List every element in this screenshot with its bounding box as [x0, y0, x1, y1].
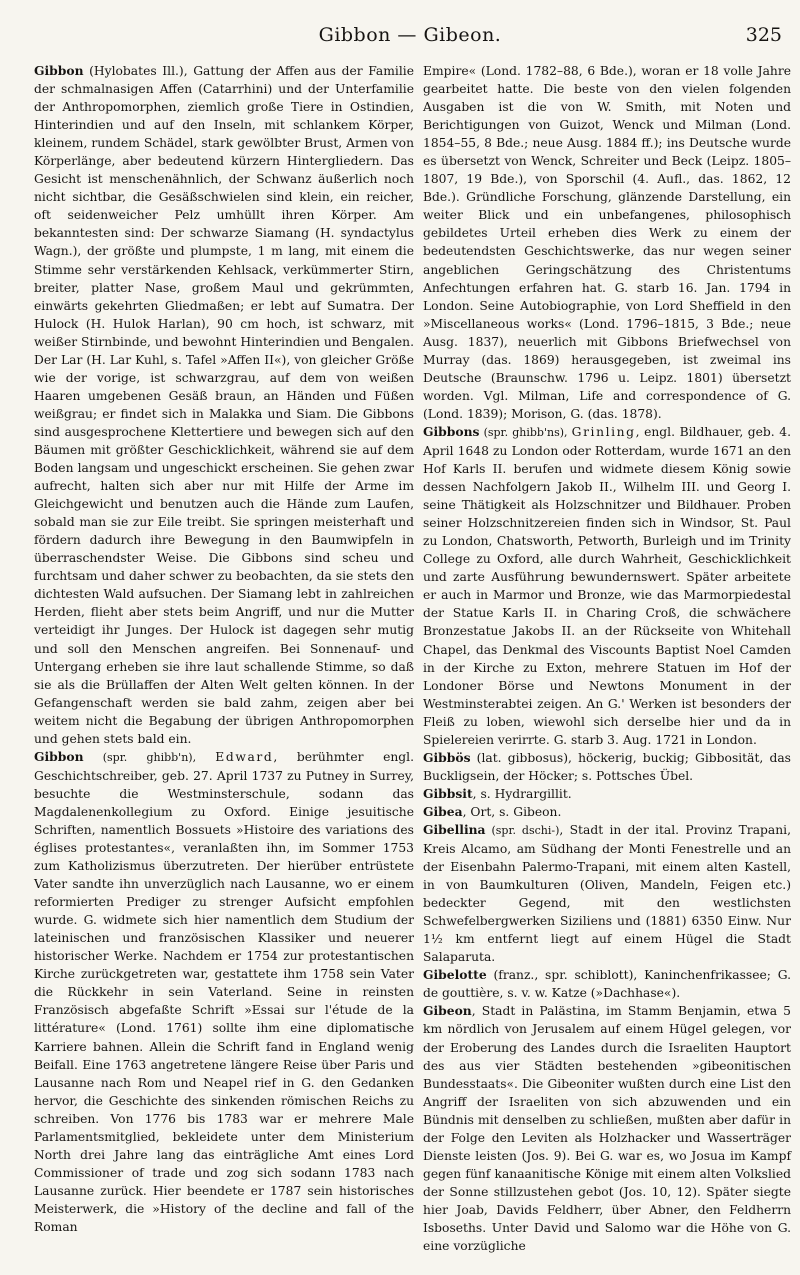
entry-gibbon-edward-continued — [423, 62, 791, 423]
entry-text: (Hylobates Ill.), Gattung der Affen aus der Familie der schmalnasigen Affen (Catarrhini) und der Unterfamilie der Anthropomorphen, ziemlich große Tiere in Ostindien, Hinterindien und auf den Inseln, mit schlankem Körper, kleinem, rundem Schädel, stark gewölbter Brust, Armen von Körperlänge, aber bedeutend kürzern Hintergliedern. Das Gesicht ist menschenähnlich, der Schwanz äußerlich noch nicht sichtbar, die Gesäßschwielen sind klein, ein reicher, oft seidenweicher Pelz umhüllt ihren Körper. Am bekanntesten sind: Der schwarze Siamang (H. syndactylus Wagn.), der größte und plumpste, 1 m lang, mit einem die Stimme sehr verstärkenden Kehlsack, verkümmerter Stirn, breiter, platter Nase, großem Maul und gekrümmten, einwärts gekehrten Gliedmaßen; er lebt auf Sumatra. Der Hulock (H. Hulok Harlan), 90 cm hoch, ist schwarz, mit weißer Stirnbinde, und bewohnt Hinterindien und Bengalen. Der Lar (H. Lar Kuhl, s. Tafel »Affen II«), von gleicher Größe wie der vorige, ist schwarzgrau, auf dem von weißen Haaren umgebenen Gesäß braun, an Händen und Füßen weißgrau; er findet sich in Malakka und Siam. Die Gibbons sind ausgesprochene Klettertiere und bewegen sich auf den Bäumen mit größter Geschicklichkeit, während sie auf dem Boden langsam und ungeschickt erscheinen. Sie gehen zwar aufrecht, halten sich aber nur mit Hilfe der Arme im Gleichgewicht und benutzen auch die Hände zum Laufen, sobald man sie zur Eile treibt. Sie springen meisterhaft und fördern dadurch ihre Bewegung in den Baumwipfeln in überraschendster Weise. Die Gibbons sind scheu und furchtsam und daher schwer zu beobachten, da sie stets den dichtesten Wald aufsuchen. Der Siamang lebt in zahlreichen Herden, flieht aber stets beim Angriff, und nur die Mutter verteidigt ihr Junges. Der Hulock ist dagegen sehr mutig und soll den Menschen angreifen. Bei Sonnenauf- und Untergang erheben sie ihre laut schallende Stimme, so daß sie als die Brüllaffen der Alten Welt gelten können. In der Gefangenschaft werden sie bald zahm, zeigen aber bei weitem nicht die Begabung der übrigen Anthropomorphen und gehen stets bald ein. — [34, 64, 414, 746]
entry-headword: Gibelotte — [423, 967, 487, 983]
entry-headword: Gibea — [423, 803, 463, 819]
entry-gibbon-ape — [34, 62, 414, 748]
entry-gibbon-edward — [34, 748, 414, 1236]
page-number: 325 — [745, 24, 782, 46]
entry-text: , berühmter engl. Geschichtschreiber, geb. 27. April 1737 zu Putney in Surrey, besuchte die Westminsterschule, sodann das Magdalenenkollegium zu Oxford. Einige jesuitische Schriften, namentlich Bossuets »Histoire des variations des églises protestantes«, veranlaßten ihn, im Sommer 1753 zum Katholizismus überzutreten. Der hierüber entrüstete Vater sandte ihn unverzüglich nach Lausanne, wo er einem reformierten Prediger zu strenger Aufsicht empfohlen wurde. G. widmete sich hier namentlich dem Studium der lateinischen und französischen Klassiker und neuerer historischer Werke. Nachdem er 1754 zur protestantischen Kirche zurückgetreten war, gestattete ihm 1758 sein Vater die Rückkehr in sein Vaterland. Seine in reinsten Französisch abgefaßte Schrift »Essai sur l'étude de la littérature« (Lond. 1761) sollte ihm eine diplomatische Karriere bahnen. Allein die Schrift fand in England wenig Beifall. Eine 1763 angetretene längere Reise über Paris und Lausanne nach Rom und Neapel rief in G. den Gedanken hervor, die Geschichte des sinkenden römischen Reichs zu schreiben. Von 1776 bis 1783 war er mehrere Male Parlamentsmitglied, bekleidete unter dem Ministerium North drei Jahre lang das einträgliche Amt eines Lord Commissioner of trade und zog sich sodann 1783 nach Lausanne zurück. Hier beendete er 1787 sein historisches Meisterwerk, die »History of the decline and fall of the Roman — [34, 749, 414, 1234]
entry-gibbsit — [423, 785, 791, 803]
entry-gibbons — [423, 423, 791, 749]
entry-pronunciation: (spr. ghibb'ns), — [479, 425, 572, 439]
entry-text: , Stadt in Palästina, im Stamm Benjamin, etwa 5 km nördlich von Jerusalem auf einem Hügel gelegen, vor der Eroberung des Landes durch die Israeliten Hauptort des aus vier Städten bestehenden »gibeonitischen Bundesstaats«. Die Gibeoniter wußten durch eine List den Angriff der Israeliten von sich abzuwenden und ein Bündnis mit denselben zu schließen, mußten aber dafür in der Folge den Leviten als Holzhacker und Wasserträger Dienste leisten (Jos. 9). Bei G. war es, wo Josua im Kampf gegen fünf kanaanitische Könige mit einem alten Volkslied der Sonne stillzustehen gebot (Jos. 10, 12). Später siegte hier Joab, Davids Feldherr, über Abner, den Feldherrn Isboseths. Unter David und Salomo war die Höhe von G. eine vorzügliche — [423, 1004, 791, 1254]
entry-pronunciation: (spr. dschi-) — [485, 823, 560, 837]
entry-pronunciation: (spr. ghibb'n), — [83, 750, 216, 764]
entry-gibbos — [423, 749, 791, 785]
entry-text: Empire« (Lond. 1782–88, 6 Bde.), woran er 18 volle Jahre gearbeitet hatte. Die beste von den vielen folgenden Ausgaben ist die von W. Smith, mit Noten und Berichtigungen von Guizot, Wenck und Milman (Lond. 1854–55, 8 Bde.; neue Ausg. 1884 ff.); ins Deutsche wurde es übersetzt von Wenck, Schreiter und Beck (Leipz. 1805–1807, 19 Bde.), von Sporschil (4. Aufl., das. 1862, 12 Bde.). Gründliche Forschung, glänzende Darstellung, ein weiter Blick und ein unbefangenes, philosophisch gebildetes Urteil erheben dies Werk zu einem der bedeutendsten Geschichtswerke, das nur wegen seiner angeblichen Geringschätzung des Christentums Anfechtungen erfahren hat. G. starb 16. Jan. 1794 in London. Seine Autobiographie, von Lord Sheffield in den »Miscellaneous works« (Lond. 1796–1815, 3 Bde.; neue Ausg. 1837), neuerlich mit Gibbons Briefwechsel von Murray (das. 1869) herausgegeben, ist zweimal ins Deutsche (Braunschw. 1796 u. Leipz. 1801) übersetzt worden. Vgl. Milman, Life and correspondence of G. (Lond. 1839); Morison, G. (das. 1878). — [423, 64, 791, 421]
entry-gibellina — [423, 821, 791, 966]
left-column — [34, 62, 414, 1236]
entry-headword: Gibbös — [423, 749, 471, 765]
entry-text: , Ort, s. Gibeon. — [462, 804, 562, 819]
entry-text: (franz., spr. schiblott), Kaninchenfrikassee; G. de gouttière, s. v. w. Katze (»Dachhase«). — [423, 968, 791, 1001]
entry-text: , s. Hydrargillit. — [472, 786, 572, 801]
entry-headword: Gibbon — [34, 748, 84, 764]
page-header — [34, 24, 786, 54]
entry-forename: Edward — [215, 749, 274, 764]
entry-forename: Grinling — [571, 424, 636, 439]
entry-headword: Gibbons — [423, 423, 480, 439]
entry-headword: Gibbsit — [423, 785, 473, 801]
entry-headword: Gibeon — [423, 1003, 472, 1019]
entry-gibeon — [423, 1002, 791, 1255]
entry-gibelotte — [423, 966, 791, 1002]
entry-text: (lat. gibbosus), höckerig, buckig; Gibbosität, das Buckligsein, der Höcker; s. Pottsches Übel. — [423, 750, 791, 783]
entry-text: , engl. Bildhauer, geb. 4. April 1648 zu London oder Rotterdam, wurde 1671 an den Hof Karls II. berufen und widmete diesem König sowie dessen Nachfolgern Jakob II., Wilhelm III. und Georg I. seine Thätigkeit als Holzschnitzer und Bildhauer. Proben seiner Holzschnitzereien finden sich in Windsor, St. Paul zu London, Chatsworth, Petworth, Burleigh und im Trinity College zu Oxford, alle durch Wahrheit, Geschicklichkeit und zarte Ausführung bewundernswert. Später arbeitete er auch in Marmor und Bronze, wie das Marmorpiedestal der Statue Karls II. in Charing Croß, die schwächere Bronzestatue Jakobs II. an der Rückseite von Whitehall Chapel, das Denkmal des Viscounts Baptist Noel Camden in der Kirche zu Exton, mehrere Statuen im Hof der Londoner Börse und Newtons Monument in der Westminsterabtei zeigen. An G.' Werken ist besonders der Fleiß zu loben, wiewohl sich derselbe hier und da in Spielereien verirrte. G. starb 3. Aug. 1721 in London. — [423, 424, 791, 747]
entry-headword: Gibbon — [34, 63, 84, 78]
running-title: Gibbon — Gibeon. — [318, 24, 502, 46]
entry-text: , Stadt in der ital. Provinz Trapani, Kreis Alcamo, am Südhang der Monti Fenestrelle und an der Eisenbahn Palermo-Trapani, mit einem alten Kastell, in von Baumkulturen (Oliven, Mandeln, Feigen etc.) bedeckter Gegend, mit den westlichsten Schwefelbergwerken Siziliens und (1881) 6350 Einw. Nur 1½ km entfernt liegt auf einem Hügel die Stadt Salaparuta. — [423, 822, 791, 965]
right-column — [423, 62, 791, 1255]
entry-headword: Gibellina — [423, 821, 486, 837]
entry-gibea — [423, 803, 791, 821]
